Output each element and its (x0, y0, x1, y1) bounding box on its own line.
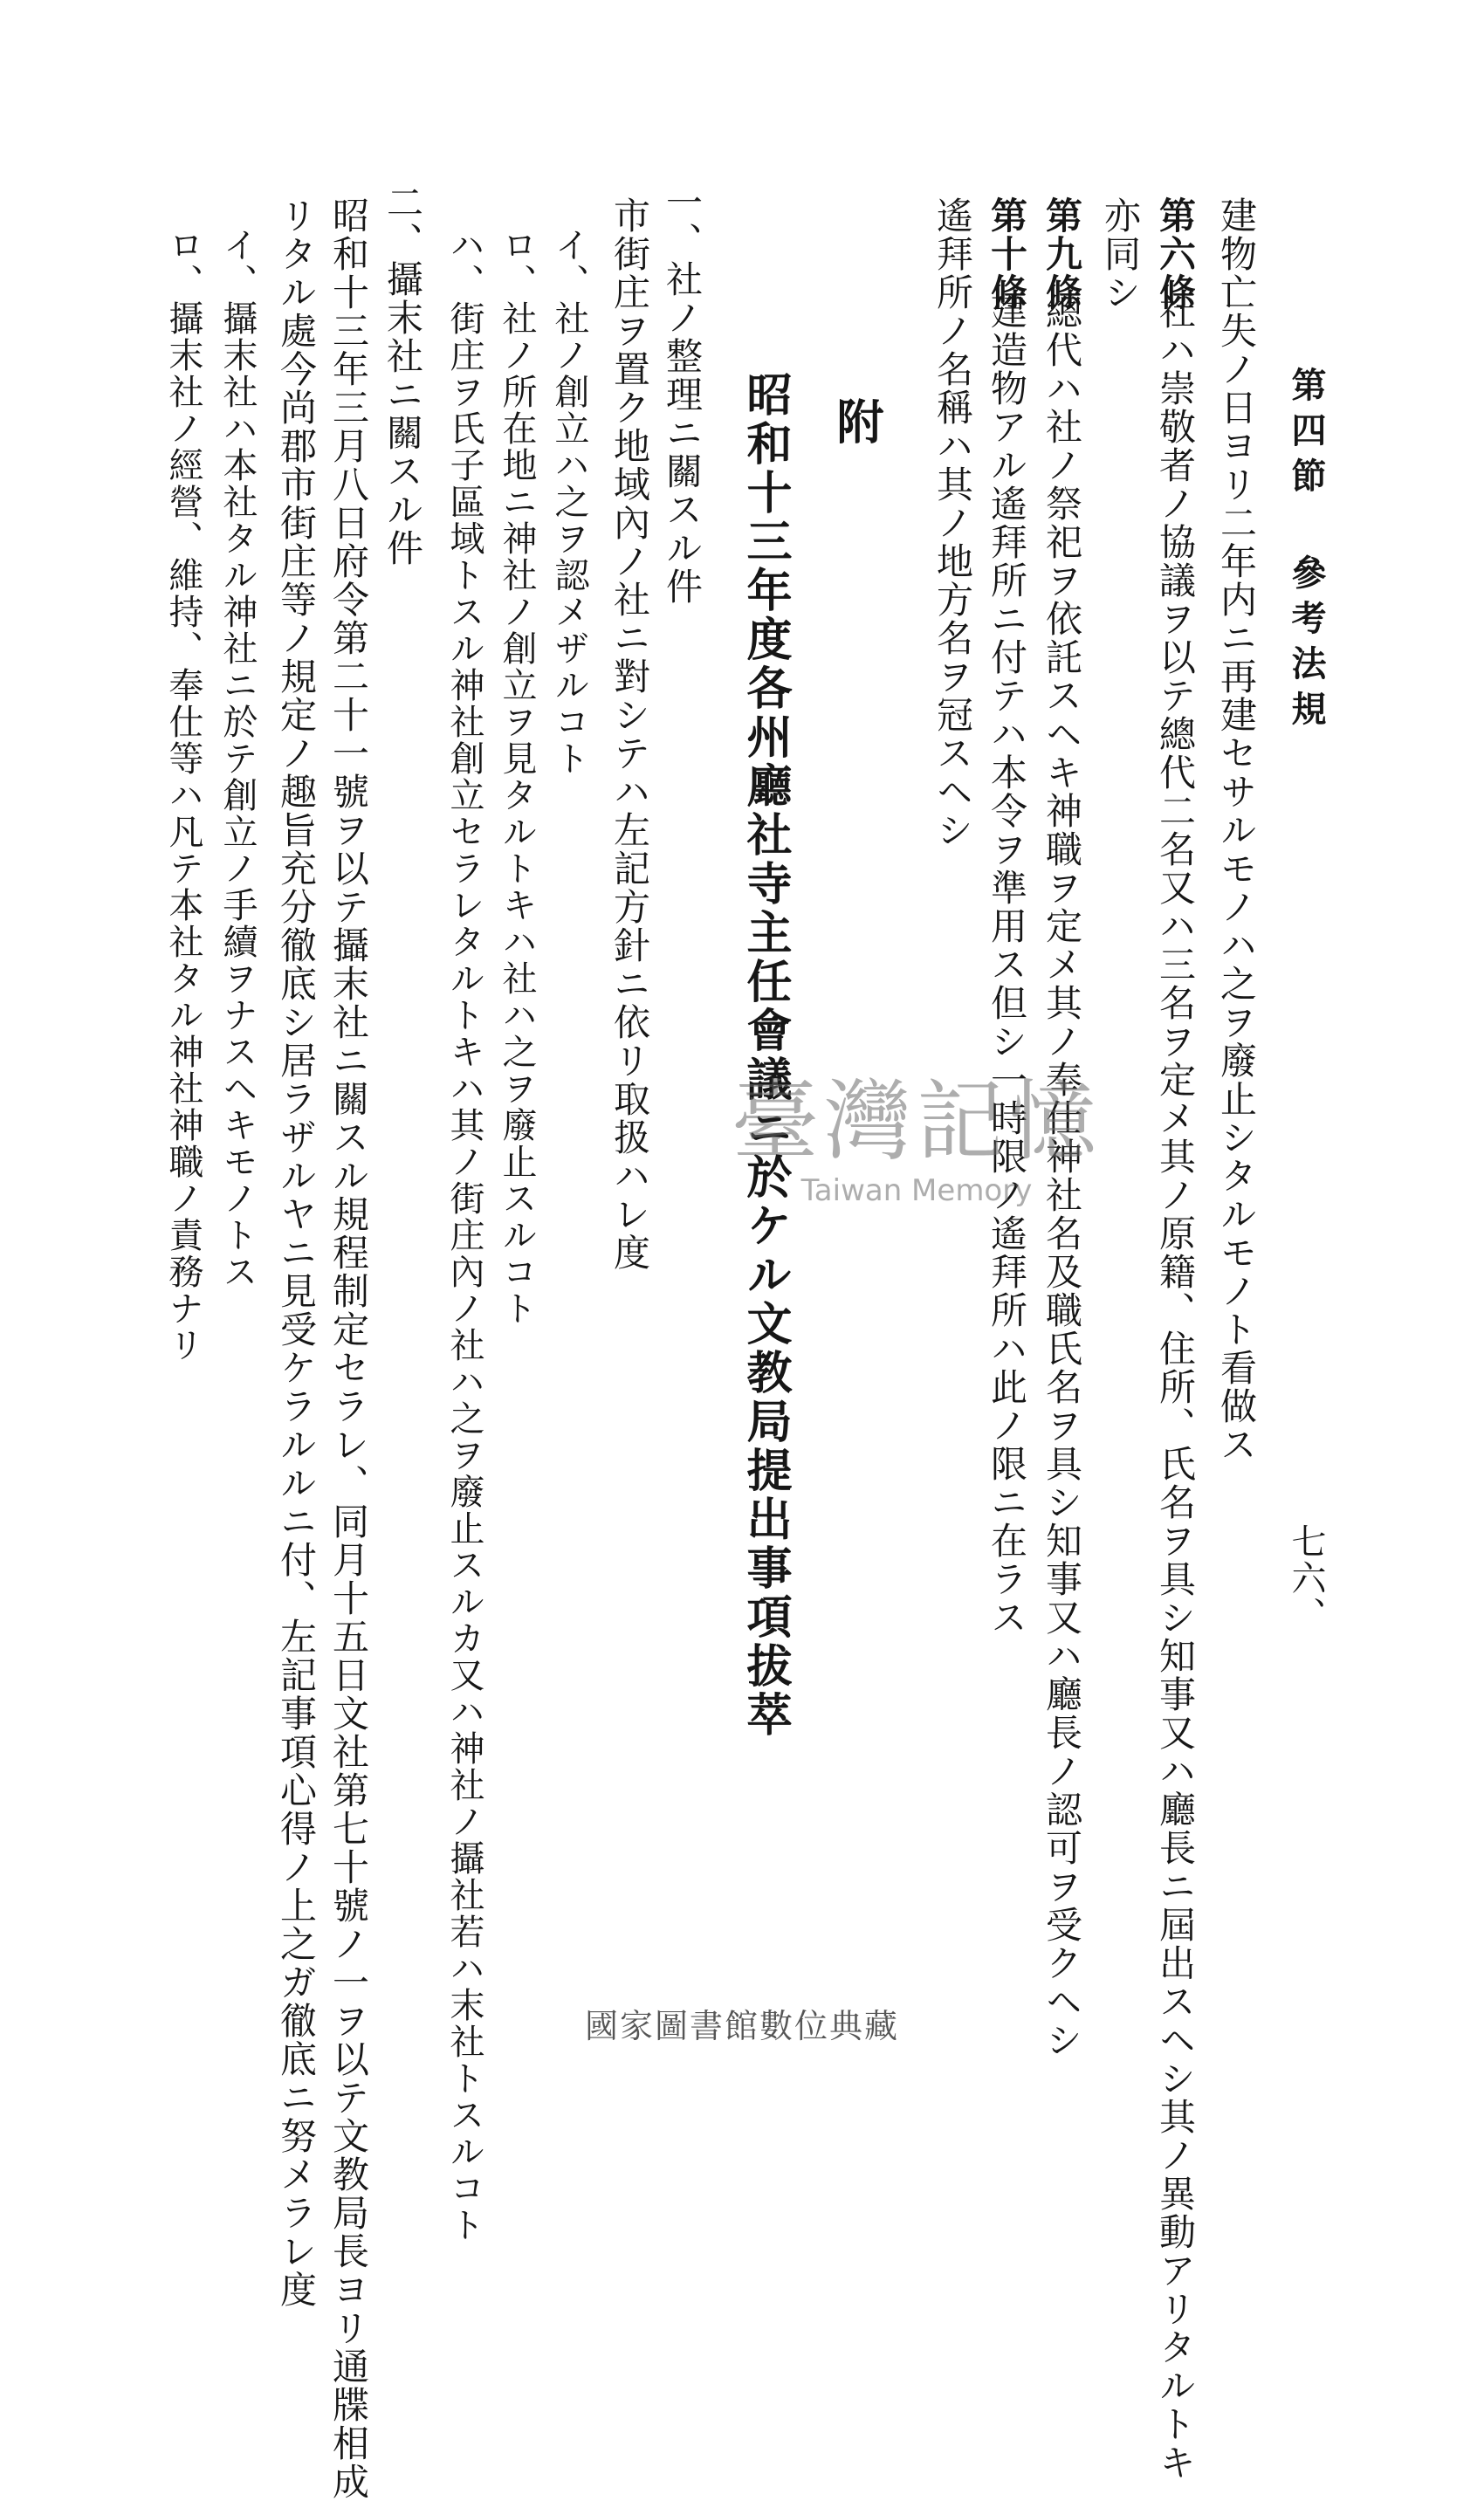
list-item: ロ、社ノ所在地ニ神社ノ創立ヲ見タルトキハ社ハ之ヲ廢止スルコト (497, 227, 537, 1327)
list-item: イ、社ノ創立ハ之ヲ認メザルコト (549, 227, 589, 777)
section-intro: リタル處今尚郡市街庄等ノ規定ノ趣旨充分徹底シ居ラザルヤニ見受ケラルルニ付、左記事項心得ノ上之ガ徹底ニ努メラレ度 (275, 196, 318, 2309)
watermark-english: Taiwan Memory (800, 1173, 1033, 1208)
list-item: ロ、攝末社ノ經營、維持、奉仕等ハ凡テ本社タル神社神職ノ責務ナリ (163, 227, 203, 1364)
appendix-title: 昭和十三年度各州廳社寺主任會議ニ於ケル文教局提出事項拔萃 (739, 371, 792, 1740)
article-label: 第六條 (1154, 196, 1197, 312)
article-line: 社ハ崇敬者ノ協議ヲ以テ總代二名又ハ三名ヲ定メ其ノ原籍、住所、氏名ヲ具シ知事又ハ廳長ニ屆出スヘシ其ノ異動アリタルトキ (1154, 292, 1197, 2482)
section-heading: 一、社ノ整理ニ關スル件 (661, 183, 704, 606)
article-line: 建物亡失ノ日ヨリ二年内ニ再建セサルモノハ之ヲ廢止シタルモノト看做ス (1215, 196, 1258, 1464)
section-intro: 市街庄ヲ置ク地域內ノ社ニ對シテハ左記方針ニ依リ取扱ハレ度 (608, 196, 651, 1272)
article-line: 亦同シ (1099, 196, 1142, 312)
article-label: 第九條 (1041, 196, 1083, 312)
section-intro: 昭和十三年三月八日府令第二十一號ヲ以テ攝末社ニ關スル規程制定セラレ、同月十五日文社第七十號ノ一ヲ以テ文教局長ヨリ通牒相成 (327, 196, 370, 2501)
page-number: 七六、 (1286, 1523, 1326, 1633)
list-item: ハ、街庄ヲ氏子區域トスル神社創立セラレタルトキハ其ノ街庄內ノ社ハ之ヲ廢止スルカ又ハ神社ノ攝社若ハ末社トスルコト (444, 227, 484, 2243)
footer-credit: 國家圖書館數位典藏 (584, 2007, 899, 2045)
article-line: 建造物アル遙拜所ニ付テハ本令ヲ準用ス但シ一時限ノ遙拜所ハ此ノ限ニ在ラス (986, 292, 1028, 1637)
watermark-chinese: 臺灣記憶 (732, 1070, 1102, 1172)
section-heading: 二、攝末社ニ關スル件 (381, 183, 424, 567)
section-header: 第四節 參考法規 (1286, 367, 1327, 736)
article-line: 遙拜所ノ名稱ハ其ノ地方名ヲ冠スヘシ (931, 196, 974, 849)
watermark-logo (690, 1070, 1144, 1222)
article-label: 第十條 (986, 196, 1028, 312)
list-item: イ、攝末社ハ本社タル神社ニ於テ創立ノ手續ヲナスヘキモノトス (217, 227, 258, 1290)
appendix-marker: 附 (829, 397, 885, 446)
article-line: 總代ハ社ノ祭祀ヲ依託スヘキ神職ヲ定メ其ノ奉仕神社名及職氏名ヲ具シ知事又ハ廳長ノ認可ヲ受クヘシ (1041, 292, 1083, 2059)
